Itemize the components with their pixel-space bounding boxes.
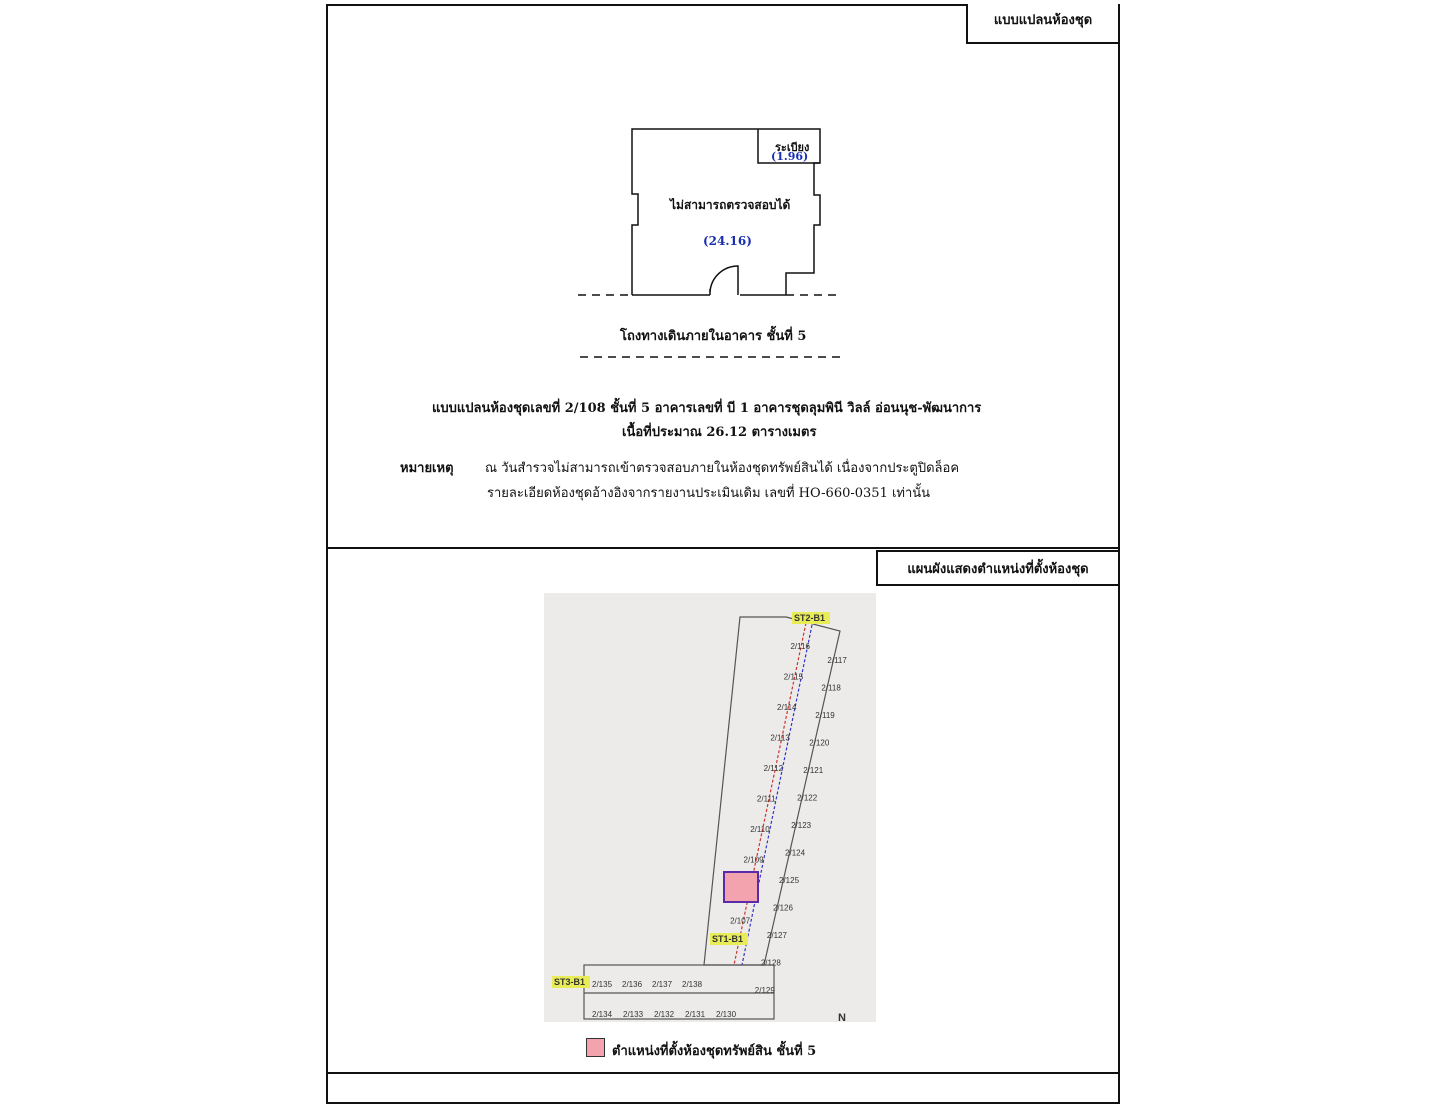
unit-label: 2/127 <box>766 931 787 940</box>
unit-label: 2/126 <box>772 903 793 913</box>
legend-label: ตำแหน่งที่ตั้งห้องชุดทรัพย์สิน ชั้นที่ 5 <box>612 1044 817 1059</box>
unit-label: 2/107 <box>730 916 751 926</box>
unit-label: 2/125 <box>779 876 800 885</box>
note-label: หมายเหตุ <box>400 461 454 476</box>
unit-label: 2/129 <box>754 986 775 995</box>
balcony-label: ระเบียง <box>775 141 810 154</box>
unit-area: เนื้อที่ประมาณ 26.12 ตารางเมตร <box>622 425 817 440</box>
north-arrow-mark: N <box>838 1012 846 1022</box>
unit-label: 2/111 <box>756 794 776 804</box>
stair-tag: ST3-B1 <box>554 977 586 987</box>
stair-tag: ST1-B1 <box>712 934 744 944</box>
unit-label: 2/120 <box>809 738 830 748</box>
unit-label: 2/133 <box>623 1010 644 1019</box>
unit-label: 2/131 <box>685 1010 706 1019</box>
unit-label: 2/122 <box>797 793 818 803</box>
unit-label: 2/128 <box>760 958 781 968</box>
unit-description: แบบแปลนห้องชุดเลขที่ 2/108 ชั้นที่ 5 อาคารเลขที่ บี 1 อาคารชุดลุมพินี วิลล์ อ่อนนุช-พัฒนาการ <box>432 401 982 416</box>
unit-label: 2/115 <box>783 672 804 682</box>
unit-label: 2/110 <box>750 825 770 834</box>
unit-label: 2/116 <box>790 642 810 651</box>
location-plan-tab: แผนผังแสดงตำแหน่งที่ตั้งห้องชุด <box>876 550 1118 586</box>
unit-label: 2/137 <box>652 980 673 989</box>
legend-swatch <box>586 1038 605 1057</box>
note-line-1: ณ วันสำรวจไม่สามารถเข้าตรวจสอบภายในห้องชุดทรัพย์สินได้ เนื่องจากประตูปิดล็อค <box>485 461 960 476</box>
unit-label: 2/130 <box>716 1010 737 1019</box>
highlighted-unit-box <box>724 872 758 902</box>
room-label: ไม่สามารถตรวจสอบได้ <box>670 198 791 212</box>
note-line-2: รายละเอียดห้องชุดอ้างอิงจากรายงานประเมินเดิม เลขที่ HO-660-0351 เท่านั้น <box>487 486 931 501</box>
corridor-label: โถงทางเดินภายในอาคาร ชั้นที่ 5 <box>620 329 807 344</box>
unit-label: 2/132 <box>654 1010 675 1019</box>
next-section-divider <box>326 1072 1120 1074</box>
stair-tag: ST2-B1 <box>794 613 826 623</box>
unit-label: 2/113 <box>770 733 790 743</box>
unit-label: 2/121 <box>803 766 824 775</box>
location-map-photo <box>544 593 876 1022</box>
unit-label: 2/134 <box>592 1010 613 1019</box>
unit-label: 2/118 <box>821 683 841 693</box>
unit-label: 2/124 <box>785 848 806 858</box>
unit-label: 2/136 <box>622 980 643 989</box>
floor-plan-tab: แบบแปลนห้องชุด <box>966 4 1118 44</box>
unit-label: 2/138 <box>682 980 703 989</box>
unit-label: 2/123 <box>791 821 812 830</box>
unit-label: 2/112 <box>763 764 784 773</box>
unit-label: 2/135 <box>592 980 613 989</box>
unit-label: 2/117 <box>827 656 847 665</box>
room-area: (24.16) <box>703 234 752 248</box>
building-floor-map <box>544 593 876 1022</box>
unit-label: 2/114 <box>777 703 797 712</box>
balcony-area: (1.96) <box>771 150 809 163</box>
unit-label: 2/119 <box>815 711 835 720</box>
unit-label: 2/109 <box>743 855 764 865</box>
